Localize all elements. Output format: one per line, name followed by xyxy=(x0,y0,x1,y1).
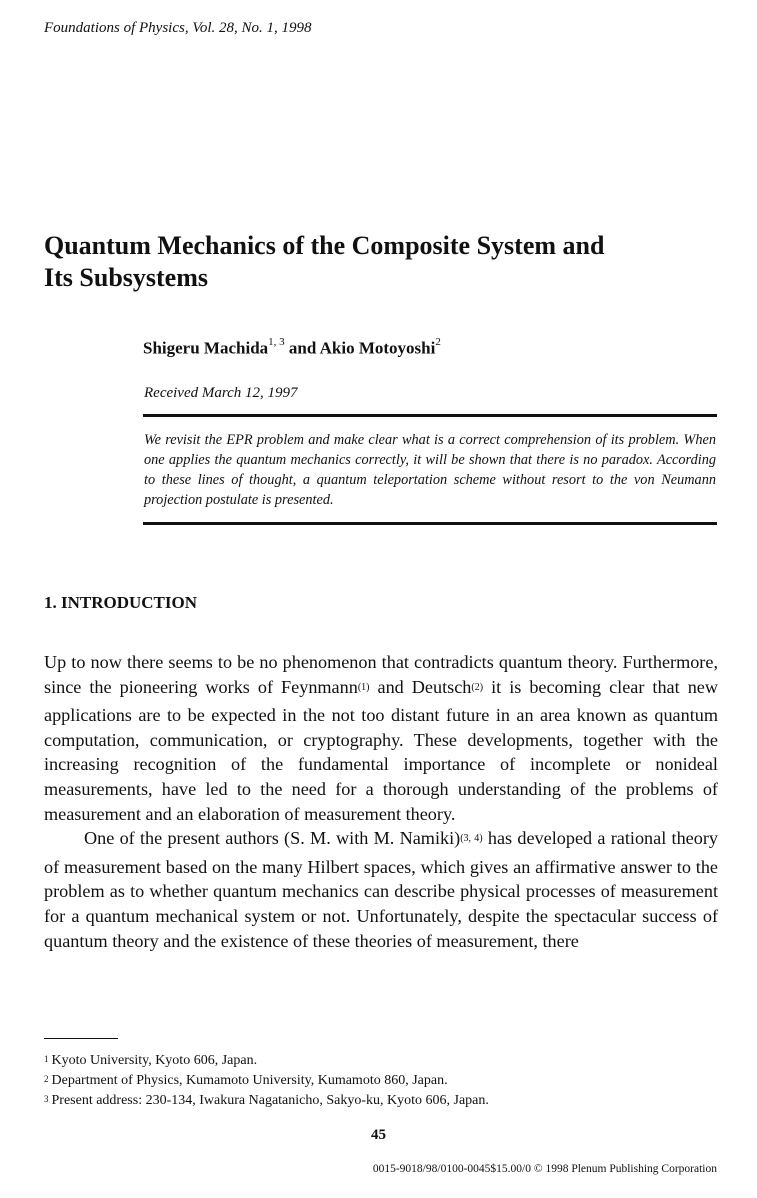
footnote xyxy=(44,1091,724,1111)
text-run: and Deutsch xyxy=(369,676,472,697)
abstract: We revisit the EPR problem and make clear what is a correct comprehension of its problem. When one applies the quantum mechanics correctly, it will be shown that there is no paradox. According to these lines of thought, a quantum teleportation scheme without resort to the von Neumann projection postulate is presented. xyxy=(144,432,716,508)
author-list xyxy=(143,338,441,359)
footnote xyxy=(44,1051,724,1071)
author-affiliation-mark: 2 xyxy=(435,336,441,348)
reference-mark: (3, 4) xyxy=(460,833,483,845)
title-line-2: Its Subsystems xyxy=(44,263,208,292)
paper-title xyxy=(44,230,724,294)
page-number: 45 xyxy=(371,1127,386,1143)
author-name: Akio Motoyoshi xyxy=(319,338,436,358)
text-run: has developed a rational theory of measurement based on the many Hilbert spaces, which gives an affirmative answer to the problem as to whether quantum mechanics can describe physical processes of measurement for a quantum mechanical system or not. Unfortunately, despite the spectacular success of quantum theory and the existence of these theories of measurement, there xyxy=(44,828,718,951)
abstract-top-rule xyxy=(143,414,717,417)
footnotes xyxy=(44,1051,724,1111)
abstract-bottom-rule xyxy=(143,522,717,525)
paragraph xyxy=(44,826,718,953)
footnote xyxy=(44,1071,724,1091)
footnote-mark: 1 xyxy=(44,1054,49,1064)
section-heading: 1. INTRODUCTION xyxy=(44,593,198,612)
footnote-text: Kyoto University, Kyoto 606, Japan. xyxy=(51,1053,258,1068)
author-conjunction: and xyxy=(288,338,317,358)
title-line-1: Quantum Mechanics of the Composite System and xyxy=(44,231,605,260)
text-run: One of the present authors (S. M. with M. Namiki) xyxy=(84,828,461,849)
author-name: Shigeru Machida xyxy=(143,338,269,358)
reference-mark: (2) xyxy=(471,681,484,693)
reference-mark: (1) xyxy=(357,681,370,693)
footnote-text: Department of Physics, Kumamoto University, Kumamoto 860, Japan. xyxy=(51,1073,448,1088)
author-affiliation-mark: 1, 3 xyxy=(268,336,285,348)
footnote-text: Present address: 230-134, Iwakura Nagatanicho, Sakyo-ku, Kyoto 606, Japan. xyxy=(51,1093,489,1108)
copyright-line: 0015-9018/98/0100-0045$15.00/0 © 1998 Plenum Publishing Corporation xyxy=(372,1163,717,1175)
journal-citation: Foundations of Physics, Vol. 28, No. 1, 1998 xyxy=(44,20,312,36)
footnote-mark: 2 xyxy=(44,1074,49,1084)
text-run: it is becoming clear that new applications are to be expected in the not too distant future in an area known as quantum computation, communication, or cryptography. These developments, together with the increasing recognition of the fundamental importance of incomplete or nonideal measurements, have led to the need for a thorough understanding of the problems of measurement and an elaboration of measurement theory. xyxy=(44,676,718,824)
received-date: Received March 12, 1997 xyxy=(144,385,298,401)
footnote-rule xyxy=(44,1038,118,1039)
text-run: Up to now there seems to be no phenomenon that contradicts quantum theory. Furthermore, since the pioneering works of Feynmann xyxy=(44,652,718,697)
body-text xyxy=(44,650,718,953)
paragraph xyxy=(44,650,718,826)
footnote-mark: 3 xyxy=(44,1094,49,1104)
